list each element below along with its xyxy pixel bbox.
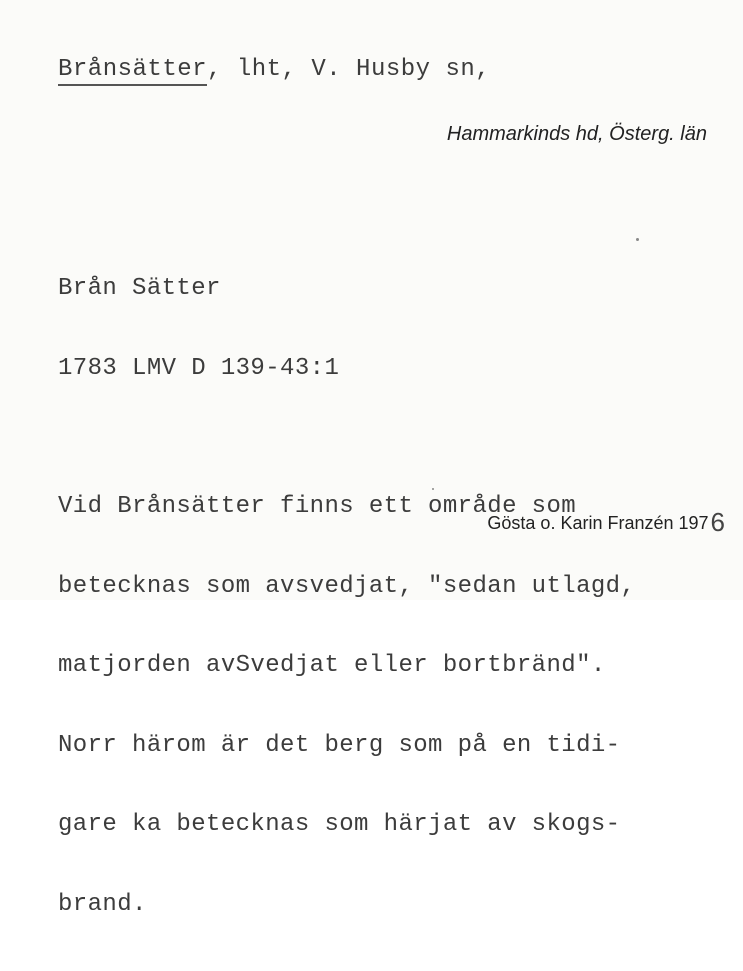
body-line: matjorden avSvedjat eller bortbränd". (58, 652, 606, 679)
body-line: 1783 LMV D 139-43:1 (58, 354, 340, 382)
card-header (58, 56, 490, 83)
credit-text: Gösta o. Karin Franzén 197 (487, 513, 709, 533)
place-parish: , lht, V. Husby sn, (207, 56, 491, 83)
paper-speck (636, 238, 639, 241)
credit-year-digit: 6 (710, 507, 725, 537)
body-line: Norr härom är det berg som på en tidi- (58, 731, 621, 759)
author-credit (487, 505, 725, 536)
card-body (58, 223, 635, 971)
place-name: Brånsätter (58, 56, 207, 86)
body-line: betecknas som avsvedjat, "sedan utlagd, (58, 572, 636, 600)
district-label: Hammarkinds hd, Österg. län (446, 123, 707, 145)
body-line: brand. (58, 890, 147, 918)
body-line: Brån Sätter (58, 275, 221, 302)
body-line: gare ka betecknas som härjat av skogs- (58, 811, 621, 838)
body-line: Vid Brånsätter finns ett område som (58, 493, 577, 520)
paper-speck (432, 488, 434, 490)
